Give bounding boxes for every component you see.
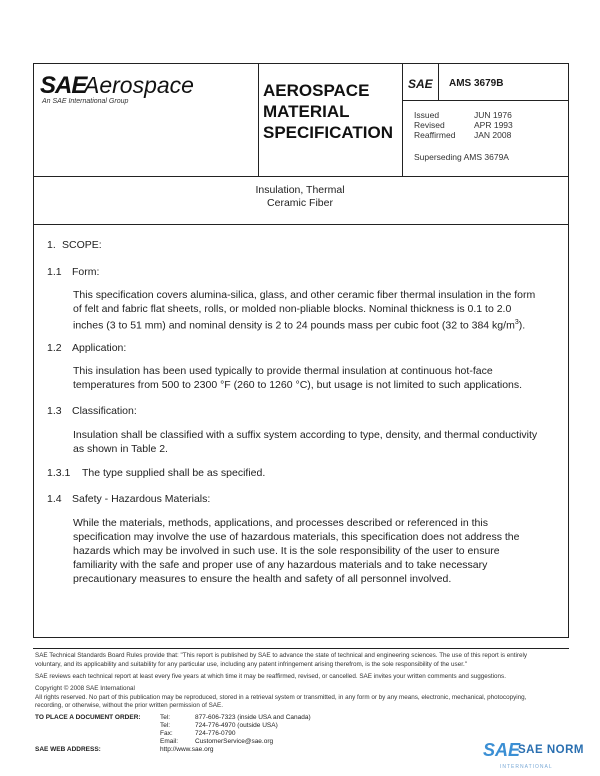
sae-logo-mark: SAE [40, 72, 87, 99]
issued-label: Issued [414, 110, 440, 120]
section-1-1-line-3-tail: ). [518, 319, 526, 332]
tel2-label: Tel: [160, 722, 171, 729]
logo-divider [258, 63, 259, 176]
spec-number: AMS 3679B [449, 78, 504, 89]
section-1-3-number: 1.3 [47, 405, 62, 417]
order-label: TO PLACE A DOCUMENT ORDER: [35, 714, 141, 721]
section-1-3-title: Classification: [72, 405, 137, 417]
revised-value: APR 1993 [474, 120, 513, 130]
section-1-4-number: 1.4 [47, 493, 62, 505]
section-1-4-line-5: precautionary measures to ensure the health and safety of all personnel involved. [73, 573, 452, 585]
sae-small-mark: SAE [408, 77, 433, 91]
section-1-3-text [73, 428, 563, 456]
tel-value: 877-606-7323 (inside USA and Canada) [195, 714, 311, 721]
copyright-line-1: Copyright © 2008 SAE International [35, 685, 135, 692]
review-text: SAE reviews each technical report at least every five years at which time it may be reaffirmed, revised, or cancelled. SAE invites your written comments and suggestions. [35, 673, 506, 680]
section-1-4-line-2: specification may involve the use of hazardous materials, this specification does not address the [73, 531, 520, 543]
spec-number-divider [402, 100, 569, 101]
copyright-text [35, 685, 565, 711]
section-1-1-line-1: This specification covers alumina-silica, glass, and other ceramic fiber thermal insulation in the form [73, 289, 536, 301]
watermark-mark: SAE [483, 740, 521, 760]
reaffirmed-value: JAN 2008 [474, 130, 512, 140]
sae-mark-divider [438, 63, 439, 101]
section-1-4-line-1: While the materials, methods, applications, and processes described or referenced in this [73, 517, 488, 529]
copyright-line-3: recording, or otherwise, without the prior written permission of SAE. [35, 702, 223, 709]
section-1-3-line-1: Insulation shall be classified with a suffix system according to type, density, and thermal conductivity [73, 429, 538, 441]
aerospace-logo-text: Aerospace [84, 72, 194, 98]
section-1-3-line-2: as shown in Table 2. [73, 443, 168, 455]
rules-line-2: voluntary, and its applicability and suitability for any particular use, including any patent infringement arising therefrom, is the sole responsibility of the user." [35, 660, 467, 668]
section-1-2-text [73, 364, 563, 392]
title-divider-right [402, 63, 403, 176]
fax-value: 724-776-0790 [195, 730, 236, 737]
footer-divider [33, 648, 569, 649]
title-divider [33, 224, 569, 225]
title-line-3: SPECIFICATION [263, 123, 394, 142]
document-title-line-1: Insulation, Thermal [255, 184, 345, 196]
section-1-2-title: Application: [72, 342, 127, 354]
section-1-1-title: Form: [72, 266, 100, 278]
section-1-1-text [73, 288, 563, 333]
title-line-1: AEROSPACE [263, 81, 370, 100]
copyright-line-2: All rights reserved. No part of this publication may be reproduced, stored in a retrieval system or transmitted, in any form or by any means, electronic, mechanical, photocopying, [35, 693, 527, 701]
reaffirmed-label: Reaffirmed [414, 130, 456, 140]
section-1-title: SCOPE: [62, 239, 102, 251]
superseding-note: Superseding AMS 3679A [414, 152, 509, 162]
header-divider [33, 176, 569, 177]
rules-text [35, 652, 565, 669]
document-title-line-2: Ceramic Fiber [267, 197, 333, 209]
section-1-1-line-2: of felt and fabric flat sheets, rolls, or molded non-pliable blocks. Nominal thickness is 0.1 to 2.0 [73, 303, 512, 315]
section-1-4-title: Safety - Hazardous Materials: [72, 493, 211, 505]
section-1-4-text [73, 516, 563, 586]
web-link[interactable]: http://www.sae.org [160, 746, 214, 753]
title-line-2: MATERIAL [263, 102, 350, 121]
rules-line-1: SAE Technical Standards Board Rules provide that: "This report is published by SAE to advance the state of technical and engineering sciences. The use of this report is entirely [35, 652, 528, 659]
section-1-4-line-3: hazards which may be involved in such use. It is the sole responsibility of the user to ensure [73, 545, 500, 557]
section-1-3-1-number: 1.3.1 [47, 467, 71, 479]
section-1-2-number: 1.2 [47, 342, 62, 354]
document-type-title [263, 80, 393, 143]
web-label: SAE WEB ADDRESS: [35, 746, 101, 753]
issued-value: JUN 1976 [474, 110, 512, 120]
email-value[interactable]: CustomerService@sae.org [195, 738, 274, 745]
fax-label: Fax: [160, 730, 173, 737]
section-1-number: 1. [47, 239, 56, 251]
email-label: Email: [160, 738, 179, 745]
tel2-value: 724-776-4970 (outside USA) [195, 722, 278, 729]
section-1-2-line-2: temperatures from 500 to 2300 °F (260 to 1260 °C), but usage is not limited to such applications. [73, 379, 523, 391]
tel-label: Tel: [160, 714, 171, 721]
section-1-1-line-3-text: inches (3 to 51 mm) and nominal density is 2 to 24 pounds mass per cubic foot (32 to 384 kg/m [73, 319, 515, 332]
section-1-2-line-1: This insulation has been used typically to provide thermal insulation at continuous hot-face [73, 365, 493, 377]
revised-label: Revised [414, 120, 445, 130]
section-1-4-line-4: familiarity with the safe and proper use of any hazardous materials and to take necessary [73, 559, 488, 571]
watermark-text: SAE NORM [518, 744, 584, 756]
cubic-superscript: 3 [514, 319, 519, 326]
watermark-sub: INTERNATIONAL [500, 764, 553, 770]
section-1-1-number: 1.1 [47, 266, 62, 278]
section-1-3-1-text: The type supplied shall be as specified. [82, 467, 266, 479]
section-1-1-line-3 [73, 316, 563, 333]
logo-subtitle: An SAE International Group [42, 98, 129, 105]
